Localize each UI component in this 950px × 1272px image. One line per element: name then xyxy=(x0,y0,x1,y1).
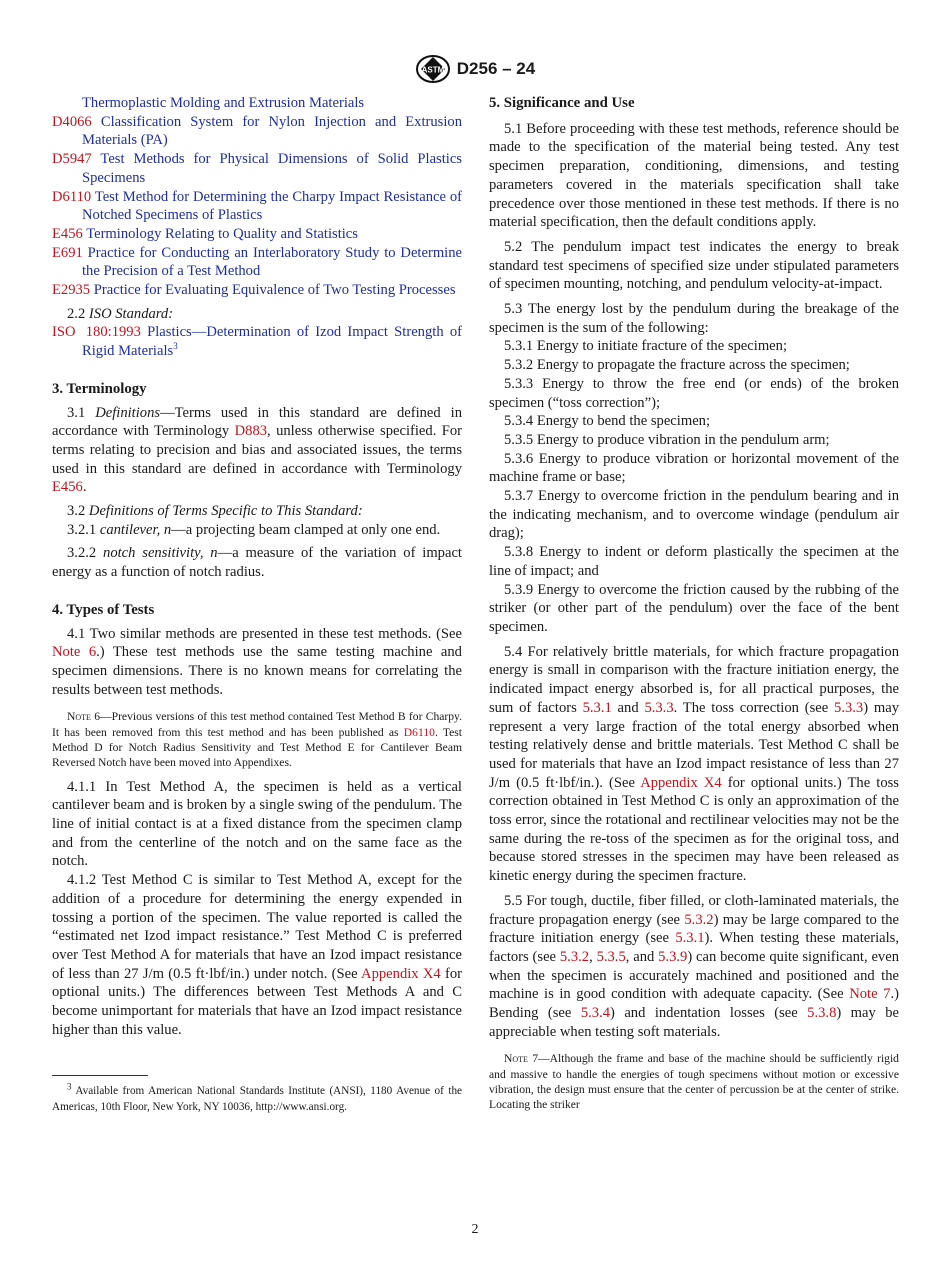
link-appendix-x4[interactable]: Appendix X4 xyxy=(640,774,722,791)
link-note-7[interactable]: Note 7 xyxy=(849,986,891,1003)
reference-title[interactable]: Test Method for Determining the Charpy Impact Resistance of Notched Specimens of Plastics xyxy=(82,188,463,224)
note-6: Note 6—Previous versions of this test method contained Test Method B for Charpy. It has been removed from this test method and has been published as D6110. Test Method D for Notch Radius Sensitivity and Test Method E for Cantilever Beam Reversed Notch have been moved into Appendixes. xyxy=(52,710,462,770)
list-item-5-3-2: 5.3.2 Energy to propagate the fracture across the specimen; xyxy=(504,357,850,374)
link-5-3-3[interactable]: 5.3.3 xyxy=(834,699,864,716)
list-item-5-3-6: 5.3.6 Energy to produce vibration or horizontal movement of the machine frame or base; xyxy=(489,450,899,486)
link-5-3-8[interactable]: 5.3.8 xyxy=(807,1005,837,1022)
reference-item xyxy=(52,244,462,281)
link-5-3-5[interactable]: 5.3.5 xyxy=(596,948,626,965)
paragraph-3-2: 3.2 Definitions of Terms Specific to This Standard: xyxy=(67,503,363,520)
iso-standard-heading: 2.2 ISO Standard: xyxy=(67,305,174,322)
paragraph-4-1: 4.1 Two similar methods are presented in these test methods. (See Note 6.) These test methods use the same testing machine and specimen dimensions. There is no known means for correlating the results between test methods. xyxy=(52,625,462,698)
astm-logo-icon xyxy=(415,54,451,84)
reference-code[interactable]: E456 xyxy=(52,225,83,242)
right-column xyxy=(489,94,899,1113)
reference-code[interactable]: D6110 xyxy=(52,188,92,205)
link-d883[interactable]: D883 xyxy=(234,423,268,440)
reference-code[interactable]: E2935 xyxy=(52,282,91,299)
paragraph-4-1-2: 4.1.2 Test Method C is similar to Test Method A, except for the addition of a procedure for determining the energy expended in tossing a portion of the specimen. The value reported is called the “estimated net Izod impact resistance.” Test Method C is preferred over Test Method A for materials that have an Izod impact resistance of less than 27 J/m (0.5 ft·lbf/in.) under notch. (See Appendix X4 for optional units.) The differences between Test Methods A and C become unimportant for materials that have an Izod impact resistance higher than this value. xyxy=(52,872,462,1038)
list-item-5-3-7: 5.3.7 Energy to overcome friction in the pendulum bearing and in the indicating mechanism, and to overcome windage (pendulum air drag); xyxy=(489,488,899,542)
link-5-3-2[interactable]: 5.3.2 xyxy=(559,948,590,965)
list-item-5-3-3: 5.3.3 Energy to throw the free end (or ends) of the broken specimen (“toss correction”); xyxy=(489,375,899,411)
paragraph-5-1: 5.1 Before proceeding with these test methods, reference should be made to the specification of the material being tested. Any test specimen preparation, conditioning, dimensions, and testing parameters covered in the materials specification shall take precedence over those mentioned in these test methods. If there is no material specification, then the default conditions apply. xyxy=(489,120,899,231)
standard-designation: D256 – 24 xyxy=(456,59,536,78)
paragraph-3-2-1: 3.2.1 cantilever, n—a projecting beam clamped at only one end. xyxy=(67,521,441,538)
link-5-3-2[interactable]: 5.3.2 xyxy=(684,911,714,928)
svg-text:ASTM: ASTM xyxy=(421,65,445,75)
list-item-5-3-4: 5.3.4 Energy to bend the specimen; xyxy=(504,413,711,430)
reference-code[interactable]: E691 xyxy=(52,244,83,261)
iso-reference xyxy=(52,323,462,360)
reference-title[interactable]: Terminology Relating to Quality and Statistics xyxy=(86,225,358,242)
paragraph-3-1: 3.1 Definitions—Terms used in this standard are defined in accordance with Terminology D883, unless otherwise specified. For terms relating to precision and bias and associated issues, the terms used in this standard are defined in accordance with Terminology E456. xyxy=(52,404,463,496)
link-5-3-9[interactable]: 5.3.9 xyxy=(658,948,688,965)
link-5-3-3[interactable]: 5.3.3 xyxy=(644,699,674,716)
reference-continuation: Thermoplastic Molding and Extrusion Materials xyxy=(82,95,365,111)
footnote: $^3$ Available from American National Standards Institute (ANSI), 1180 Avenue of the Americas, 10th Floor, New York, NY 10036, http://www.ansi.org. xyxy=(52,1081,463,1113)
reference-list xyxy=(52,113,462,300)
list-item-5-3-5: 5.3.5 Energy to produce vibration in the pendulum arm; xyxy=(504,431,830,448)
reference-code[interactable]: D5947 xyxy=(52,151,92,168)
note-7: Note 7—Although the frame and base of the machine should be sufficiently rigid and massive to handle the energies of tough specimens without motion or excessive vibration, the design must ensure that the center of percussion be at the center of strike. Locating the striker xyxy=(489,1052,899,1112)
paragraph-3-2-2: 3.2.2 notch sensitivity, n—a measure of the variation of impact energy as a function of notch radius. xyxy=(52,545,462,581)
reference-title[interactable]: Classification System for Nylon Injection and Extrusion Materials (PA) xyxy=(82,113,462,149)
footnote-separator xyxy=(52,1075,148,1076)
reference-item xyxy=(52,188,462,225)
iso-code[interactable]: ISO 180:1993 xyxy=(52,324,141,341)
left-column xyxy=(52,94,462,1115)
reference-title[interactable]: Test Methods for Physical Dimensions of Solid Plastics Specimens xyxy=(82,151,462,186)
section-5-heading: 5. Significance and Use xyxy=(489,95,635,111)
reference-item xyxy=(52,225,462,244)
reference-title[interactable]: Practice for Conducting an Interlaboratory Study to Determine the Precision of a Test Method xyxy=(82,244,463,280)
section-3-heading: 3. Terminology xyxy=(52,380,147,397)
link-appendix-x4[interactable]: Appendix X4 xyxy=(361,965,441,982)
reference-code[interactable]: D4066 xyxy=(52,113,92,130)
link-e456[interactable]: E456 xyxy=(52,479,83,496)
paragraph-4-1-1: 4.1.1 In Test Method A, the specimen is held as a vertical cantilever beam and is broken by a single swing of the pendulum. The line of initial contact is at a fixed distance from the specimen clamp and from the centerline of the notch and on the same face as the notch. xyxy=(52,778,462,870)
page-header xyxy=(0,54,950,84)
reference-item xyxy=(52,113,462,150)
page-number: 2 xyxy=(471,1222,479,1237)
paragraph-5-3: 5.3 The energy lost by the pendulum during the breakage of the specimen is the sum of the following: xyxy=(489,301,899,336)
link-d6110[interactable]: D6110 xyxy=(403,725,435,739)
list-item-5-3-8: 5.3.8 Energy to indent or deform plastically the specimen at the line of impact; and xyxy=(489,544,899,579)
section-4-heading: 4. Types of Tests xyxy=(52,601,155,618)
footnote-marker: 3 xyxy=(173,341,178,352)
paragraph-5-2: 5.2 The pendulum impact test indicates the energy to break standard test specimens of specified size under stipulated parameters of specimen mounting, notching, and pendulum velocity-at-impact. xyxy=(489,238,899,293)
link-note-6[interactable]: Note 6 xyxy=(52,644,97,661)
link-5-3-4[interactable]: 5.3.4 xyxy=(580,1005,611,1022)
link-5-3-1[interactable]: 5.3.1 xyxy=(675,930,705,947)
link-5-3-1[interactable]: 5.3.1 xyxy=(582,699,612,716)
paragraph-5-5: 5.5 For tough, ductile, fiber filled, or cloth-laminated materials, the fracture propagation energy (see 5.3.2) may be large compared to the fracture initiation energy (see 5.3.1). When testing these materials, factors (see 5.3.2, 5.3.5, and 5.3.9) can become quite significant, even when the specimen is accurately machined and positioned and the machine is in good condition with adequate capacity. (See Note 7.) Bending (see 5.3.4) and indentation losses (see 5.3.8) may be appreciable when testing soft materials. xyxy=(489,892,900,1040)
iso-title[interactable]: Plastics—Determination of Izod Impact Strength of Rigid Materials$^3$ xyxy=(82,324,463,360)
reference-item xyxy=(52,150,462,187)
list-item-5-3-9: 5.3.9 Energy to overcome the friction caused by the rubbing of the striker (or other part of the pendulum) over the face of the bent specimen. xyxy=(489,581,899,635)
reference-item xyxy=(52,281,462,300)
reference-title[interactable]: Practice for Evaluating Equivalence of Two Testing Processes xyxy=(93,282,456,299)
paragraph-5-4: 5.4 For relatively brittle materials, for which fracture propagation energy is small in comparison with the fracture initiation energy, the indicated impact energy absorbed is, for all practical purposes, the sum of factors 5.3.1 and 5.3.3. The toss correction (see 5.3.3) may represent a very large fraction of the total energy absorbed when testing relatively dense and brittle materials. Test Method C shall be used for materials that have an Izod impact resistance of less than 27 J/m (0.5 ft·lbf/in.). (See Appendix X4 for optional units.) The toss correction obtained in Test Method C is only an approximation of the toss error, since the rotational and rectilinear velocities may not be the same during the re-toss of the specimen as for the original toss, and because stored stresses in the specimen may have been released as kinetic energy during the specimen fracture. xyxy=(489,643,899,885)
list-item-5-3-1: 5.3.1 Energy to initiate fracture of the specimen; xyxy=(504,338,787,355)
